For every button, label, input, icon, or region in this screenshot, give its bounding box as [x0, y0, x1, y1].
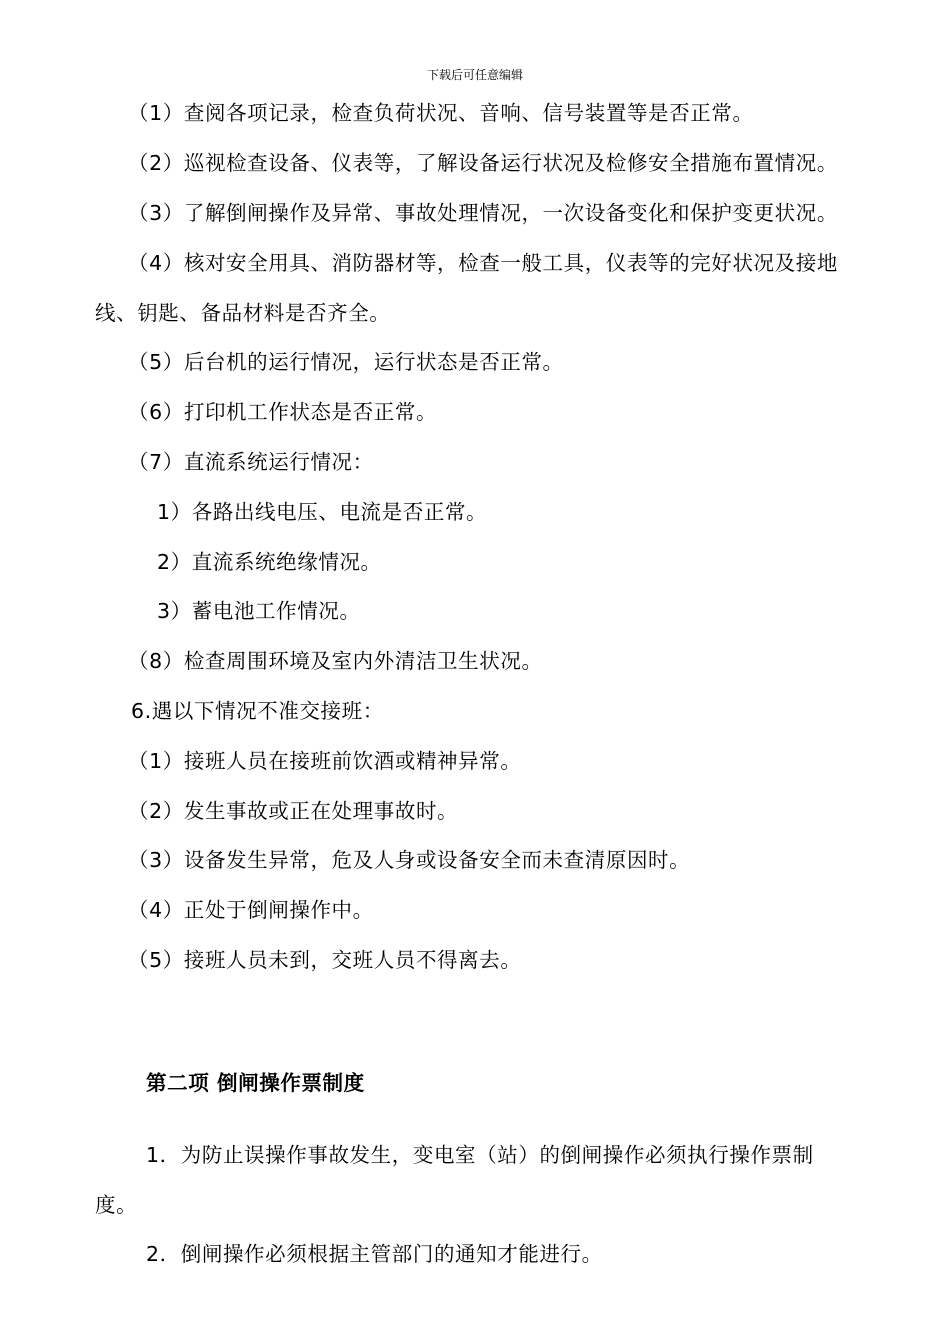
item-4-line-2: 线、钥匙、备品材料是否齐全。 — [95, 301, 391, 325]
item-2: （2）巡视检查设备、仪表等，了解设备运行状况及检修安全措施布置情况。 — [128, 151, 838, 175]
clause-6-item-5: （5）接班人员未到，交班人员不得离去。 — [128, 948, 522, 972]
item-1: （1）查阅各项记录，检查负荷状况、音响、信号装置等是否正常。 — [128, 101, 754, 125]
section-2-title: 第二项 倒闸操作票制度 — [146, 1071, 365, 1095]
clause-6-item-1: （1）接班人员在接班前饮酒或精神异常。 — [128, 749, 522, 773]
item-3: （3）了解倒闸操作及异常、事故处理情况，一次设备变化和保护变更状况。 — [128, 201, 838, 225]
section-2-para-1-line-1: 1．为防止误操作事故发生，变电室（站）的倒闸操作必须执行操作票制 — [146, 1143, 814, 1167]
page-header: 下载后可任意编辑 — [426, 68, 523, 82]
item-6: （6）打印机工作状态是否正常。 — [128, 400, 438, 424]
clause-6-item-4: （4）正处于倒闸操作中。 — [128, 898, 374, 922]
item-5: （5）后台机的运行情况，运行状态是否正常。 — [128, 350, 564, 374]
item-4-line-1: （4）核对安全用具、消防器材等，检查一般工具，仪表等的完好状况及接地 — [128, 251, 838, 275]
clause-6-item-2: （2）发生事故或正在处理事故时。 — [128, 799, 459, 823]
clause-6-item-3: （3）设备发生异常，危及人身或设备安全而未查清原因时。 — [128, 848, 691, 872]
item-7: （7）直流系统运行情况： — [128, 450, 374, 474]
item-7-sub-2: 2）直流系统绝缘情况。 — [157, 550, 382, 574]
section-2-para-2: 2．倒闸操作必须根据主管部门的通知才能进行。 — [146, 1242, 603, 1266]
item-7-sub-1: 1）各路出线电压、电流是否正常。 — [157, 500, 488, 524]
clause-6-heading: 6.遇以下情况不准交接班： — [131, 699, 384, 723]
item-8: （8）检查周围环境及室内外清洁卫生状况。 — [128, 649, 543, 673]
item-7-sub-3: 3）蓄电池工作情况。 — [157, 599, 361, 623]
section-2-para-1-line-2: 度。 — [95, 1193, 138, 1217]
